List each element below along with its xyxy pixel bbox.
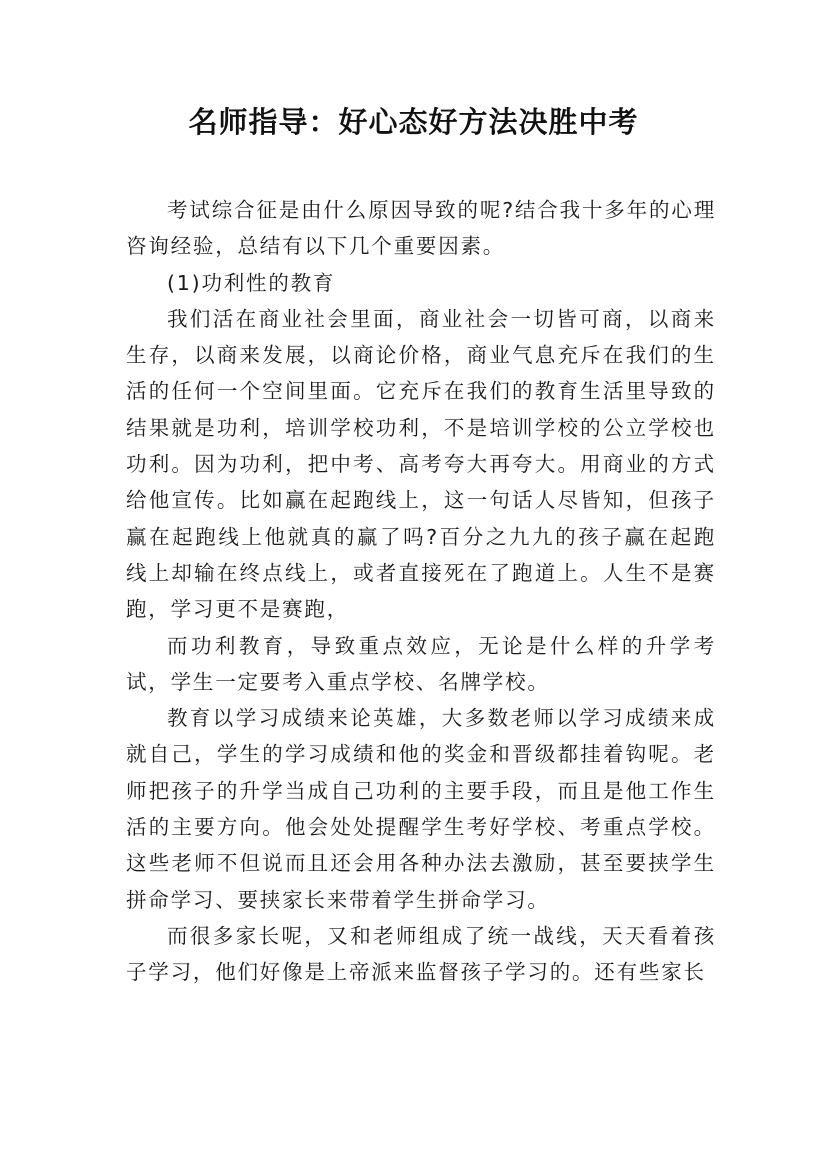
paragraph-key-school-effect: 而功利教育，导致重点效应，无论是什么样的升学考试，学生一定要考入重点学校、名牌学校。: [126, 633, 716, 694]
document-body: [126, 192, 716, 991]
paragraph-parents: 而很多家长呢，又和老师组成了统一战线，天天看着孩子学习，他们好像是上帝派来监督孩子学习的。还有些家长: [126, 923, 716, 985]
document-title: 名师指导：好心态好方法决胜中考: [188, 105, 639, 139]
section-heading: (1)功利性的教育: [167, 270, 336, 295]
paragraph-intro: 考试综合征是由什么原因导致的呢?结合我十多年的心理咨询经验，总结有以下几个重要因素。: [126, 198, 716, 259]
paragraph-commercial-society: 我们活在商业社会里面，商业社会一切皆可商，以商来生存，以商来发展，以商论价格，商业气息充斥在我们的生活的任何一个空间里面。它充斥在我们的教育生活里导致的结果就是功利，培训学校功利，不是培训学校的公立学校也功利。因为功利，把中考、高考夸大再夸大。用商业的方式给他宣传。比如赢在起跑线上，这一句话人尽皆知，但孩子赢在起跑线上他就真的赢了吗?百分之九九的孩子赢在起跑线上却输在终点线上，或者直接死在了跑道上。人生不是赛跑，学习更不是赛跑，: [126, 306, 716, 622]
paragraph-teachers: 教育以学习成绩来论英雄，大多数老师以学习成绩来成就自己，学生的学习成绩和他的奖金和晋级都挂着钩呢。老师把孩子的升学当成自己功利的主要手段，而且是他工作生活的主要方向。他会处处提醒学生考好学校、考重点学校。这些老师不但说而且还会用各种办法去激励，甚至要挟学生拼命学习、要挟家长来带着学生拼命学习。: [126, 706, 716, 912]
